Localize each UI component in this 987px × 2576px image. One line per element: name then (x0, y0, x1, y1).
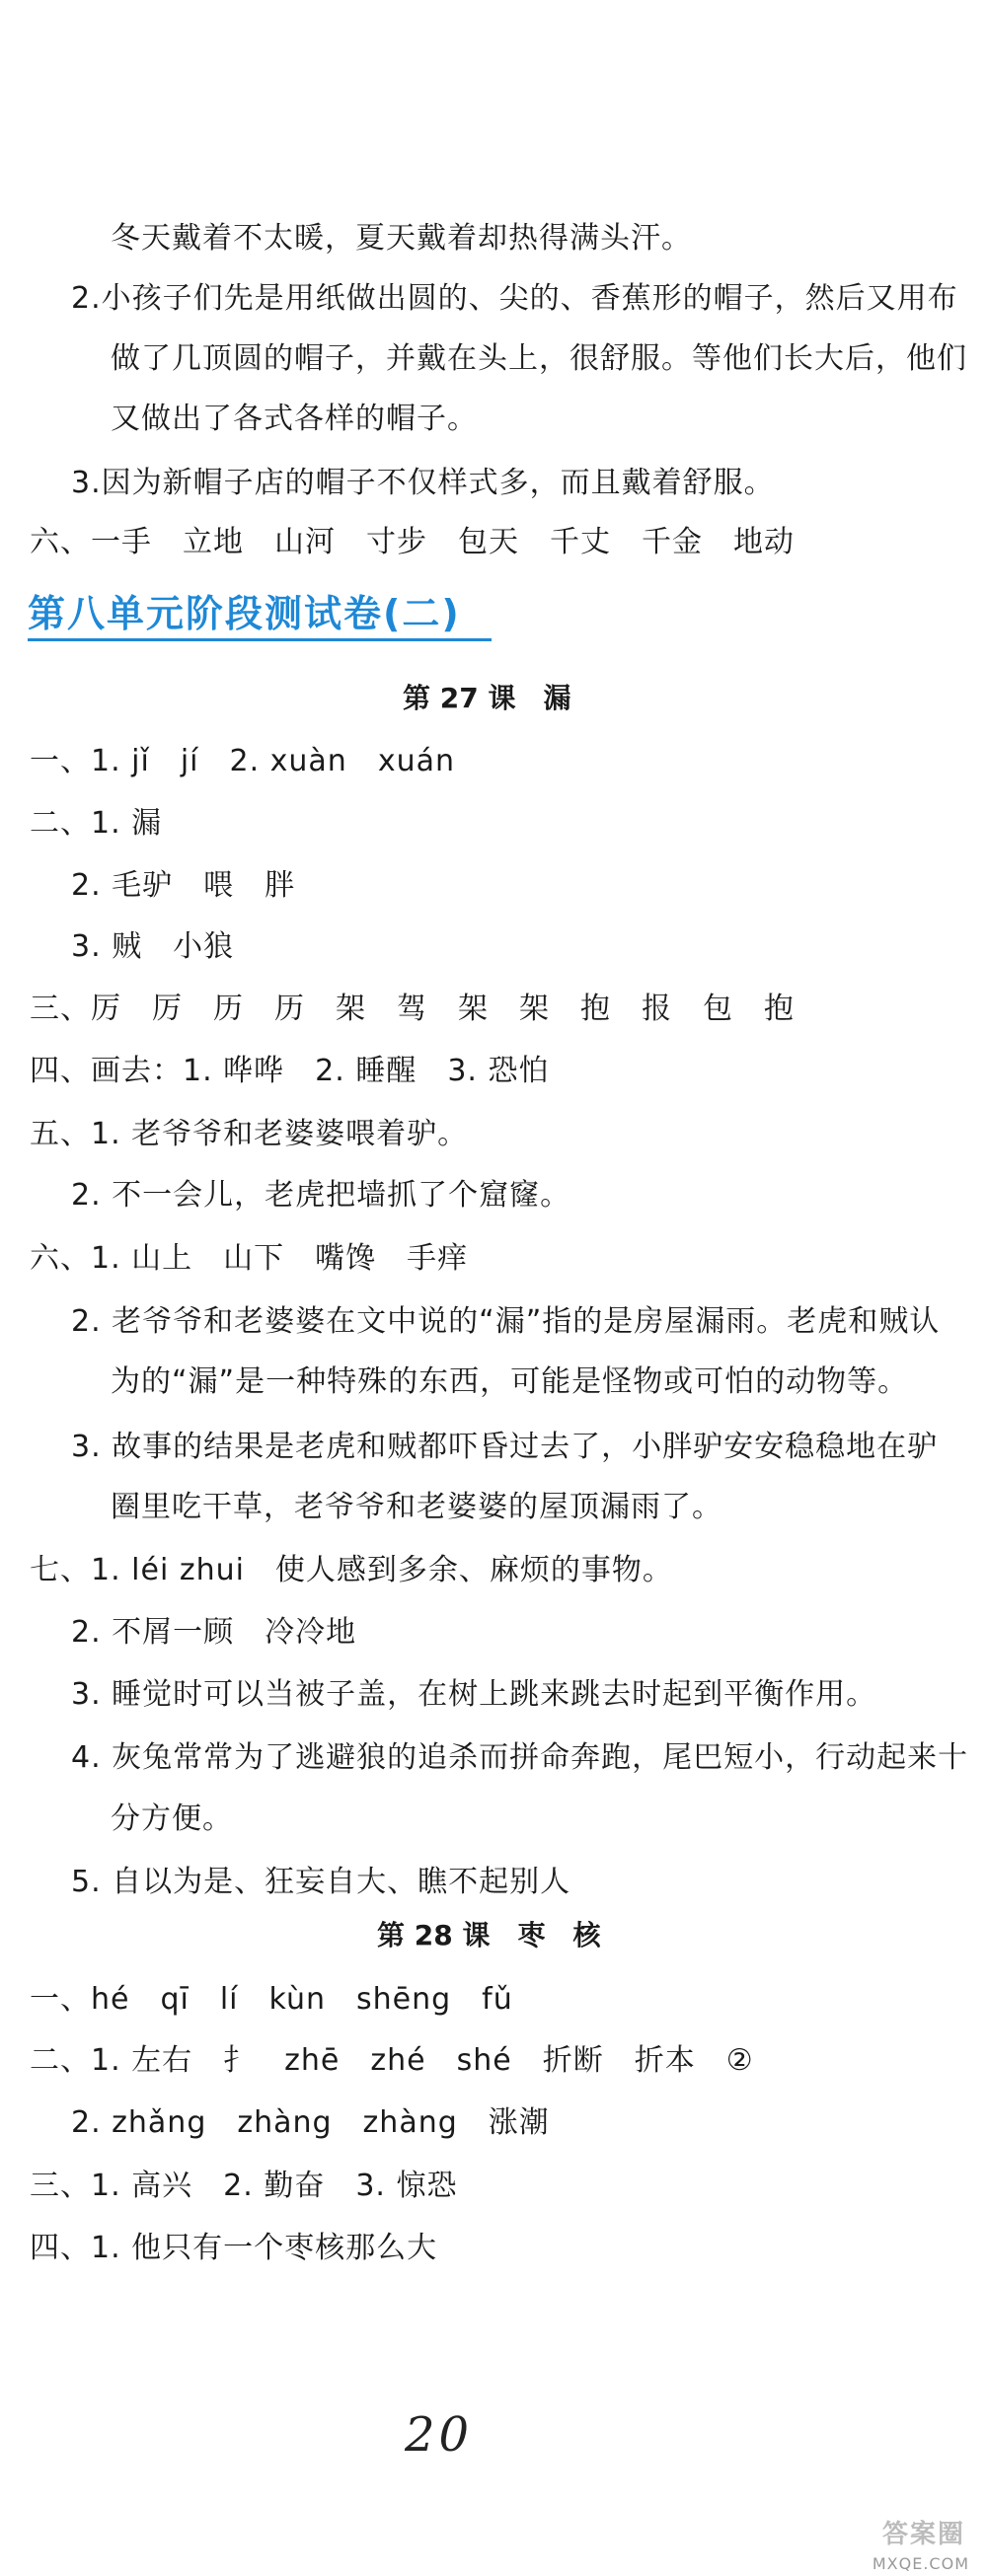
answer-line: 六、1. 山上 山下 嘴馋 手痒 (30, 1241, 469, 1276)
answer-line: 二、1. 左右 扌 zhē zhé shé 折断 折本 ② (30, 2043, 754, 2078)
answer-line: 3. 故事的结果是老虎和贼都吓昏过去了，小胖驴安安稳稳地在驴 (71, 1430, 939, 1464)
watermark (821, 2514, 969, 2573)
answer-line: 四、1. 他只有一个枣核那么大 (30, 2231, 438, 2265)
text-line: 3.因为新帽子店的帽子不仅样式多，而且戴着舒服。 (71, 466, 775, 500)
page-number: 20 (405, 2407, 474, 2463)
answer-line: 3. 睡觉时可以当被子盖，在树上跳来跳去时起到平衡作用。 (71, 1677, 877, 1712)
answer-line: 分方便。 (111, 1802, 233, 1836)
answer-line: 4. 灰兔常常为了逃避狼的追杀而拼命奔跑，尾巴短小，行动起来十 (71, 1740, 969, 1775)
answer-line: 一、hé qī lí kùn shēng fǔ (30, 1982, 513, 2017)
answer-line: 四、画去：1. 哗哗 2. 睡醒 3. 恐怕 (30, 1054, 550, 1088)
answer-line: 2. 老爷爷和老婆婆在文中说的“漏”指的是房屋漏雨。老虎和贼认 (71, 1304, 941, 1339)
answer-line: 为的“漏”是一种特殊的东西，可能是怪物或可怕的动物等。 (111, 1364, 909, 1399)
lesson-title: 第 27 课 漏 (403, 682, 571, 714)
text-line: 又做出了各式各样的帽子。 (111, 402, 478, 436)
text-line: 冬天戴着不太暖，夏天戴着却热得满头汗。 (111, 221, 692, 256)
text-line: 2.小孩子们先是用纸做出圆的、尖的、香蕉形的帽子，然后又用布 (71, 281, 958, 316)
answer-line: 2. 毛驴 喂 胖 (71, 868, 296, 903)
answer-line: 二、1. 漏 (30, 806, 163, 841)
text-line: 六、一手 立地 山河 寸步 包天 千丈 千金 地动 (30, 525, 795, 559)
answer-line: 圈里吃干草，老爷爷和老婆婆的屋顶漏雨了。 (111, 1490, 722, 1524)
answer-line: 2. 不屑一顾 冷冷地 (71, 1615, 357, 1650)
watermark-url: MXQE.COM (872, 2554, 969, 2573)
title-underline (28, 638, 492, 641)
answer-line: 2. zhǎng zhàng zhàng 涨潮 (71, 2105, 550, 2140)
watermark-logo: 答案圈 (881, 2520, 965, 2549)
section-heading (28, 589, 492, 638)
answer-line: 七、1. léi zhui 使人感到多余、麻烦的事物。 (30, 1553, 673, 1587)
section-title: 第八单元阶段测试卷(二) (28, 592, 461, 635)
answer-line: 一、1. jǐ jí 2. xuàn xuán (30, 744, 455, 778)
answer-line: 3. 贼 小狼 (71, 929, 235, 964)
answer-line: 2. 不一会儿，老虎把墙抓了个窟窿。 (71, 1178, 571, 1213)
answer-line: 三、厉 厉 历 历 架 驾 架 架 抱 报 包 抱 (30, 992, 795, 1026)
answer-line: 五、1. 老爷爷和老婆婆喂着驴。 (30, 1117, 469, 1151)
answer-line: 三、1. 高兴 2. 勤奋 3. 惊恐 (30, 2169, 458, 2203)
answer-line: 5. 自以为是、狂妄自大、瞧不起别人 (71, 1865, 571, 1899)
lesson-title: 第 28 课 枣 核 (377, 1919, 601, 1951)
text-line: 做了几顶圆的帽子，并戴在头上，很舒服。等他们长大后，他们 (111, 341, 967, 376)
